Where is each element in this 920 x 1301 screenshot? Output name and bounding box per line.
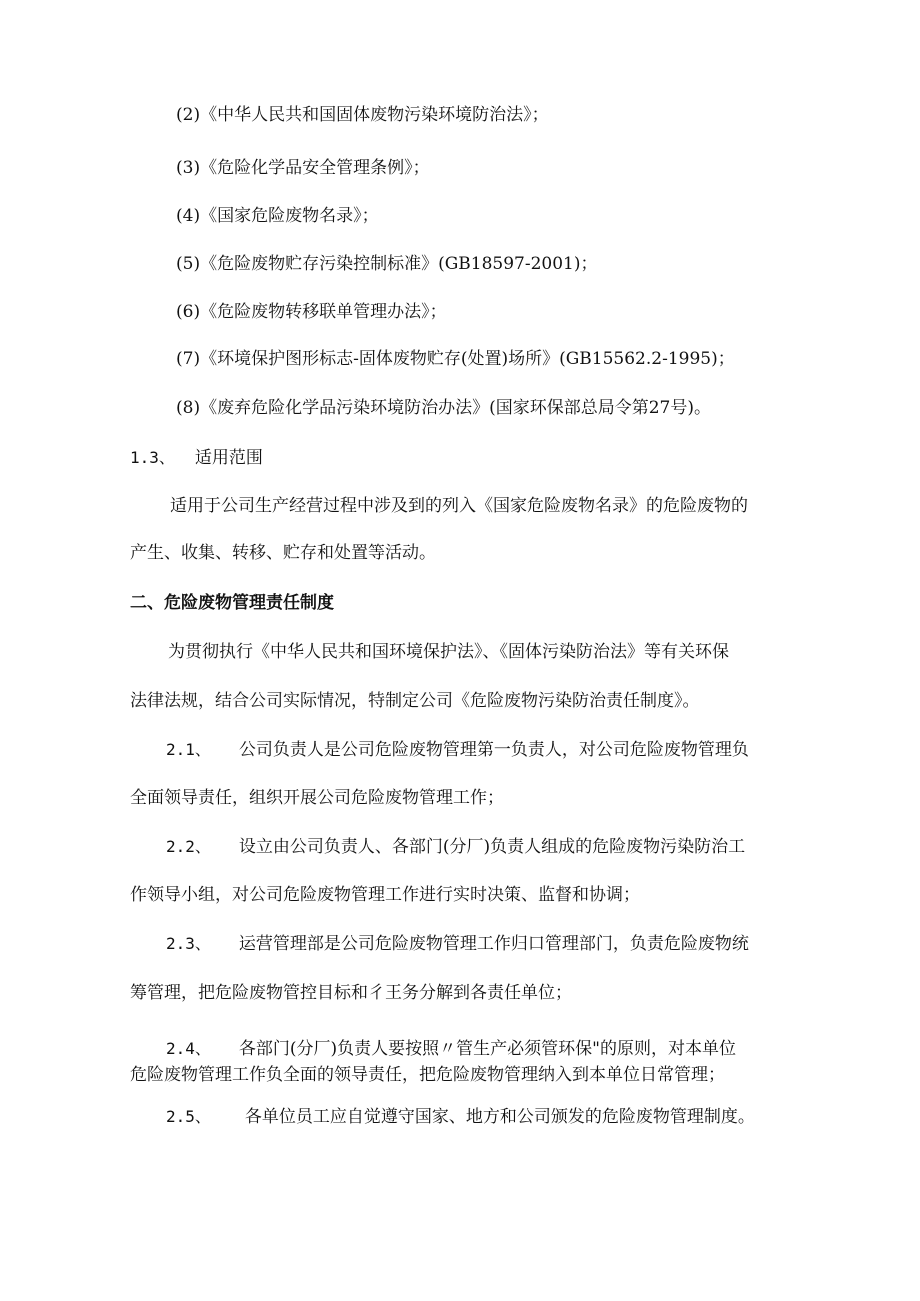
clause-number: 2.1、 [166,740,211,759]
paragraph-line: 全面领导责任，组织开展公司危险废物管理工作； [130,788,504,808]
reference-item: (3)《危险化学品安全管理条例》； [176,158,430,178]
clause-text: 各单位员工应自觉遵守国家、地方和公司颁发的危险废物管理制度。 [244,1107,755,1127]
reference-item: (7)《环境保护图形标志-固体废物贮存(处置)场所》(GB15562.2-1995)； [176,349,735,369]
paragraph-line: 为贯彻执行《中华人民共和国环境保护法》、《固体污染防治法》等有关环保 [168,642,729,662]
clause-number: 2.4、 [166,1039,211,1058]
paragraph-line: 法律法规，结合公司实际情况，特制定公司《危险废物污染防治责任制度》。 [130,691,700,711]
clause-item [166,1106,755,1128]
clause-number: 2.5、 [166,1107,211,1126]
clause-text: 设立由公司负责人、各部门(分厂)负责人组成的危险废物污染防治工 [238,837,746,857]
clause-item [166,1038,736,1060]
section-1-3-heading [130,447,263,469]
reference-item: (5)《危险废物贮存污染控制标准》(GB18597-2001)； [176,254,598,274]
clause-item [166,933,749,955]
paragraph-line: 作领导小组，对公司危险废物管理工作进行实时决策、监督和协调； [130,885,640,905]
clause-text: 运营管理部是公司危险废物管理工作归口管理部门，负责危险废物统 [238,934,749,954]
paragraph-line: 产生、收集、转移、贮存和处置等活动。 [130,543,436,563]
reference-item: (4)《国家危险废物名录》； [176,206,379,226]
clause-text: 公司负责人是公司危险废物管理第一负责人，对公司危险废物管理负 [238,740,749,760]
section-title: 适用范围 [194,448,263,468]
paragraph-line: 危险废物管理工作负全面的领导责任，把危险废物管理纳入到本单位日常管理； [130,1065,725,1085]
clause-text: 各部门(分厂)负责人要按照〃管生产必须管环保"的原则，对本单位 [238,1039,736,1059]
paragraph-line: 筹管理，把危险废物管控目标和彳王务分解到各责任单位； [130,983,572,1003]
clause-number: 2.2、 [166,837,211,856]
section-2-heading: 二、危险废物管理责任制度 [130,593,334,613]
clause-number: 2.3、 [166,934,211,953]
section-number: 1.3、 [130,448,175,467]
reference-item: (6)《危险废物转移联单管理办法》； [176,302,447,322]
reference-item: (2)《中华人民共和国固体废物污染环境防治法》； [176,105,549,125]
reference-item: (8)《废弃危险化学品污染环境防治办法》(国家环保部总局令第27号)。 [176,398,711,418]
clause-item [166,739,749,761]
clause-item [166,836,745,858]
paragraph-line: 适用于公司生产经营过程中涉及到的列入《国家危险废物名录》的危险废物的 [170,496,748,516]
